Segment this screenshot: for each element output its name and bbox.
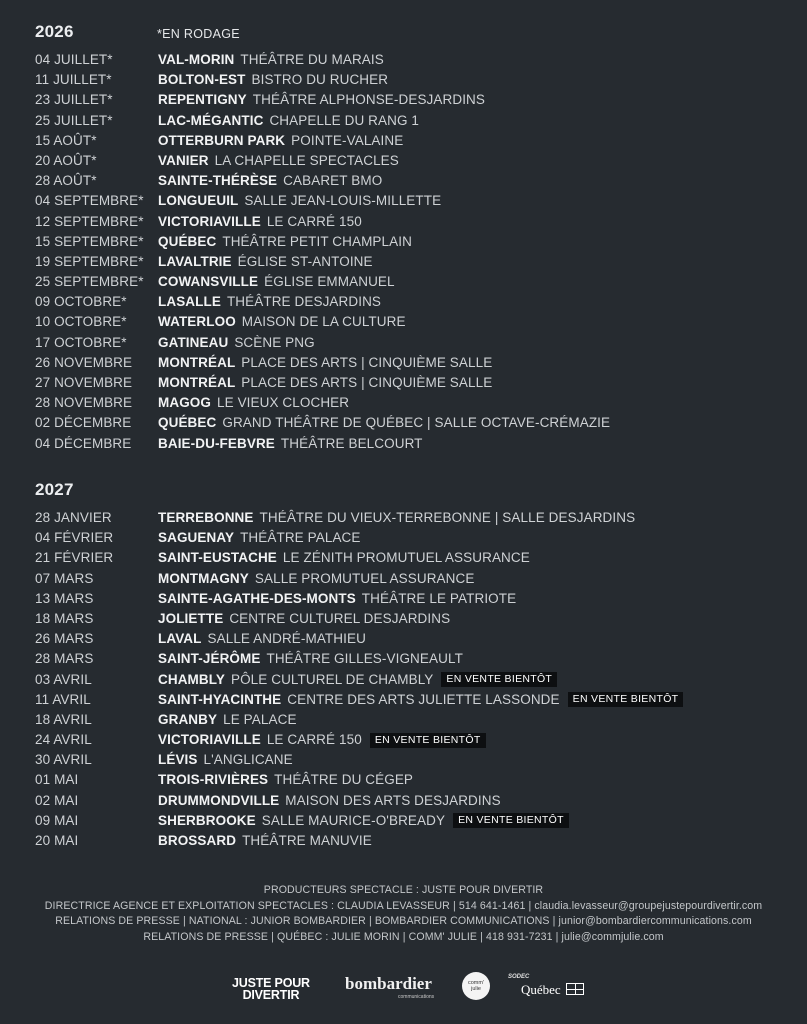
city-name: VAL-MORIN	[158, 52, 235, 67]
date-label: 15 AOÛT*	[35, 132, 97, 148]
date-label: 23 JUILLET*	[35, 92, 113, 108]
date-label: 28 NOVEMBRE	[35, 395, 133, 411]
sponsor-logos	[0, 970, 807, 1010]
venue-name: PLACE DES ARTS | CINQUIÈME SALLE	[241, 354, 493, 370]
on-sale-soon-badge: EN VENTE BIENTÔT	[568, 692, 684, 707]
date-row	[35, 750, 795, 770]
date-row	[35, 434, 795, 454]
date-row	[35, 272, 795, 292]
date-label: 20 AOÛT*	[35, 152, 97, 168]
date-row	[35, 393, 795, 413]
date-row	[35, 811, 795, 831]
date-row	[35, 508, 795, 528]
date-row	[35, 312, 795, 332]
city-name: LAVAL	[158, 631, 202, 647]
city-name: BAIE-DU-FEBVRE	[158, 435, 275, 451]
city-name: CHAMBLY	[158, 671, 225, 687]
date-row	[35, 232, 795, 252]
city-name: WATERLOO	[158, 314, 236, 330]
date-row	[35, 252, 795, 272]
venue-name: LE ZÉNITH PROMUTUEL ASSURANCE	[282, 550, 530, 566]
date-label: 01 MAI	[35, 772, 79, 788]
city-name: SAINT-EUSTACHE	[158, 550, 277, 566]
date-row	[35, 90, 795, 110]
date-row	[35, 333, 795, 353]
city-name: VANIER	[158, 152, 209, 168]
date-label: 20 MAI	[35, 833, 79, 848]
venue-name: SCÈNE PNG	[234, 334, 315, 350]
date-row	[35, 730, 795, 750]
venue-name: PLACE DES ARTS | CINQUIÈME SALLE	[241, 375, 493, 390]
date-row	[35, 70, 795, 90]
date-label: 04 SEPTEMBRE*	[35, 193, 144, 209]
on-sale-soon-badge: EN VENTE BIENTÔT	[441, 672, 557, 687]
city-name: LAC-MÉGANTIC	[158, 112, 264, 128]
rodage-note: *EN RODAGE	[157, 27, 240, 41]
date-label: 17 OCTOBRE*	[35, 334, 127, 350]
date-row	[35, 131, 795, 151]
venue-name: THÉÂTRE DESJARDINS	[226, 294, 382, 310]
date-label: 25 JUILLET*	[35, 112, 113, 128]
date-label: 28 JANVIER	[35, 510, 112, 525]
credits-director: DIRECTRICE AGENCE ET EXPLOITATION SPECTACLES : CLAUDIA LEVASSEUR | 514 641-1461 | claudia.levasseur@groupejustepourdivertir.com	[44, 899, 763, 912]
city-name: SHERBROOKE	[158, 812, 256, 828]
city-name: SAINT-HYACINTHE	[158, 691, 282, 707]
venue-name: LE VIEUX CLOCHER	[217, 395, 350, 411]
date-label: 11 AVRIL	[35, 691, 91, 707]
venue-name: THÉÂTRE BELCOURT	[280, 435, 423, 451]
city-name: REPENTIGNY	[158, 92, 247, 108]
sodec-logo: SODEC	[508, 974, 530, 980]
venue-name: ÉGLISE ST-ANTOINE	[237, 253, 373, 269]
date-row	[35, 548, 795, 568]
date-row	[35, 831, 795, 851]
date-label: 04 DÉCEMBRE	[35, 435, 132, 451]
venue-name: LE CARRÉ 150	[266, 732, 362, 748]
date-label: 28 MARS	[35, 651, 94, 667]
venue-name: THÉÂTRE DU CÉGEP	[274, 772, 414, 788]
tour-dates-2026	[35, 50, 795, 454]
city-name: VICTORIAVILLE	[158, 213, 261, 229]
comm-julie-logo	[462, 972, 490, 1000]
city-name: COWANSVILLE	[158, 274, 259, 290]
city-name: GATINEAU	[158, 334, 229, 350]
credits-press-quebec: RELATIONS DE PRESSE | QUÉBEC : JULIE MORIN | COMM' JULIE | 418 931-7231 | julie@commjulie.com	[143, 930, 664, 943]
date-label: 30 AVRIL	[35, 752, 92, 768]
date-label: 09 OCTOBRE*	[35, 294, 127, 310]
date-label: 04 FÉVRIER	[35, 530, 114, 546]
date-label: 03 AVRIL	[35, 671, 92, 687]
venue-name: PÔLE CULTUREL DE CHAMBLY	[230, 671, 434, 687]
city-name: VICTORIAVILLE	[158, 732, 261, 748]
date-label: 02 MAI	[35, 792, 79, 808]
city-name: SAINTE-THÉRÈSE	[158, 173, 278, 189]
quebec-logo: Québec	[521, 982, 561, 997]
city-name: SAINT-JÉRÔME	[158, 651, 261, 667]
city-name: JOLIETTE	[158, 610, 224, 626]
date-row	[35, 413, 795, 433]
venue-name: MAISON DE LA CULTURE	[241, 314, 406, 330]
date-row	[35, 589, 795, 609]
venue-name: THÉÂTRE DU VIEUX-TERREBONNE | SALLE DESJARDINS	[259, 510, 636, 525]
venue-name: SALLE ANDRÉ-MATHIEU	[207, 631, 366, 647]
date-row	[35, 710, 795, 730]
comm-julie-line2: julie	[471, 986, 481, 992]
venue-name: THÉÂTRE PETIT CHAMPLAIN	[222, 233, 412, 249]
date-row	[35, 649, 795, 669]
venue-name: GRAND THÉÂTRE DE QUÉBEC | SALLE OCTAVE-CRÉMAZIE	[222, 415, 611, 431]
city-name: MONTRÉAL	[158, 375, 236, 390]
city-name: QUÉBEC	[158, 415, 217, 431]
date-label: 24 AVRIL	[35, 732, 92, 748]
bombardier-logo: bombardier	[345, 974, 432, 993]
city-name: SAINTE-AGATHE-DES-MONTS	[158, 590, 356, 606]
quebec-flag-icon	[566, 983, 584, 995]
date-row	[35, 373, 795, 393]
credits-press-national: RELATIONS DE PRESSE | NATIONAL : JUNIOR BOMBARDIER | BOMBARDIER COMMUNICATIONS | junior@bombardiercommunications.com	[55, 915, 752, 927]
city-name: OTTERBURN PARK	[158, 132, 286, 148]
city-name: LÉVIS	[158, 752, 198, 768]
city-name: LONGUEUIL	[158, 193, 239, 209]
date-row	[35, 791, 795, 811]
city-name: DRUMMONDVILLE	[158, 792, 280, 808]
date-label: 04 JUILLET*	[35, 52, 113, 67]
juste-pour-divertir-logo	[232, 977, 310, 1001]
date-row	[35, 111, 795, 131]
venue-name: CHAPELLE DU RANG 1	[269, 112, 420, 128]
city-name: BROSSARD	[158, 833, 237, 848]
date-row	[35, 569, 795, 589]
venue-name: THÉÂTRE MANUVIE	[242, 833, 372, 848]
date-label: 13 MARS	[35, 590, 94, 606]
date-row	[35, 770, 795, 790]
date-row	[35, 50, 795, 70]
date-label: 21 FÉVRIER	[35, 550, 114, 566]
date-label: 28 AOÛT*	[35, 173, 97, 189]
venue-name: SALLE PROMUTUEL ASSURANCE	[254, 570, 475, 586]
date-row	[35, 528, 795, 548]
date-row	[35, 629, 795, 649]
venue-name: LE PALACE	[223, 711, 297, 727]
venue-name: POINTE-VALAINE	[291, 132, 404, 148]
date-row	[35, 191, 795, 211]
date-row	[35, 151, 795, 171]
venue-name: THÉÂTRE ALPHONSE-DESJARDINS	[252, 92, 486, 108]
date-label: 02 DÉCEMBRE	[35, 415, 132, 431]
venue-name: BISTRO DU RUCHER	[251, 72, 389, 88]
venue-name: SALLE MAURICE-O'BREADY	[261, 812, 446, 828]
venue-name: CENTRE DES ARTS JULIETTE LASSONDE	[287, 691, 560, 707]
date-label: 07 MARS	[35, 570, 94, 586]
date-label: 26 MARS	[35, 631, 94, 647]
on-sale-soon-badge: EN VENTE BIENTÔT	[453, 813, 569, 828]
date-label: 11 JUILLET*	[35, 72, 112, 88]
jpd-logo-line1: JUSTE POUR	[232, 976, 310, 990]
venue-name: MAISON DES ARTS DESJARDINS	[285, 792, 501, 808]
venue-name: L'ANGLICANE	[203, 752, 293, 768]
tour-dates-2027	[35, 508, 795, 851]
date-label: 18 MARS	[35, 610, 94, 626]
date-label: 19 SEPTEMBRE*	[35, 253, 144, 269]
venue-name: LE CARRÉ 150	[266, 213, 362, 229]
date-row	[35, 171, 795, 191]
city-name: MAGOG	[158, 395, 211, 411]
city-name: QUÉBEC	[158, 233, 217, 249]
credits-producer: PRODUCTEURS SPECTACLE : JUSTE POUR DIVERTIR	[263, 884, 544, 896]
comm-julie-line1: comm'	[467, 980, 485, 986]
date-label: 25 SEPTEMBRE*	[35, 274, 144, 290]
bombardier-logo-sub: communications	[398, 994, 435, 1000]
date-label: 15 SEPTEMBRE*	[35, 233, 144, 249]
date-row	[35, 292, 795, 312]
venue-name: THÉÂTRE LE PATRIOTE	[361, 590, 517, 606]
venue-name: THÉÂTRE DU MARAIS	[240, 52, 384, 67]
city-name: TROIS-RIVIÈRES	[158, 772, 269, 788]
venue-name: ÉGLISE EMMANUEL	[264, 274, 395, 290]
on-sale-soon-badge: EN VENTE BIENTÔT	[370, 733, 486, 748]
venue-name: LA CHAPELLE SPECTACLES	[214, 152, 399, 168]
date-label: 10 OCTOBRE*	[35, 314, 127, 330]
year-heading-2027: 2027	[35, 480, 74, 499]
credits	[0, 883, 807, 945]
date-row	[35, 212, 795, 232]
date-row	[35, 670, 795, 690]
date-row	[35, 609, 795, 629]
venue-name: THÉÂTRE PALACE	[240, 530, 361, 546]
venue-name: CABARET BMO	[283, 173, 383, 189]
jpd-logo-line2: DIVERTIR	[242, 988, 300, 1002]
year-heading-2026: 2026	[35, 22, 74, 41]
city-name: BOLTON-EST	[158, 72, 246, 88]
date-label: 27 NOVEMBRE	[35, 375, 133, 390]
city-name: GRANBY	[158, 711, 218, 727]
venue-name: SALLE JEAN-LOUIS-MILLETTE	[244, 193, 442, 209]
date-row	[35, 690, 795, 710]
city-name: SAGUENAY	[158, 530, 235, 546]
city-name: LAVALTRIE	[158, 253, 232, 269]
date-label: 18 AVRIL	[35, 711, 92, 727]
date-label: 09 MAI	[35, 812, 79, 828]
date-row	[35, 353, 795, 373]
city-name: LASALLE	[158, 294, 221, 310]
date-label: 26 NOVEMBRE	[35, 354, 133, 370]
city-name: MONTMAGNY	[158, 570, 249, 586]
city-name: MONTRÉAL	[158, 354, 236, 370]
venue-name: THÉÂTRE GILLES-VIGNEAULT	[266, 651, 463, 667]
city-name: TERREBONNE	[158, 510, 254, 525]
venue-name: CENTRE CULTUREL DESJARDINS	[229, 610, 451, 626]
date-label: 12 SEPTEMBRE*	[35, 213, 144, 229]
